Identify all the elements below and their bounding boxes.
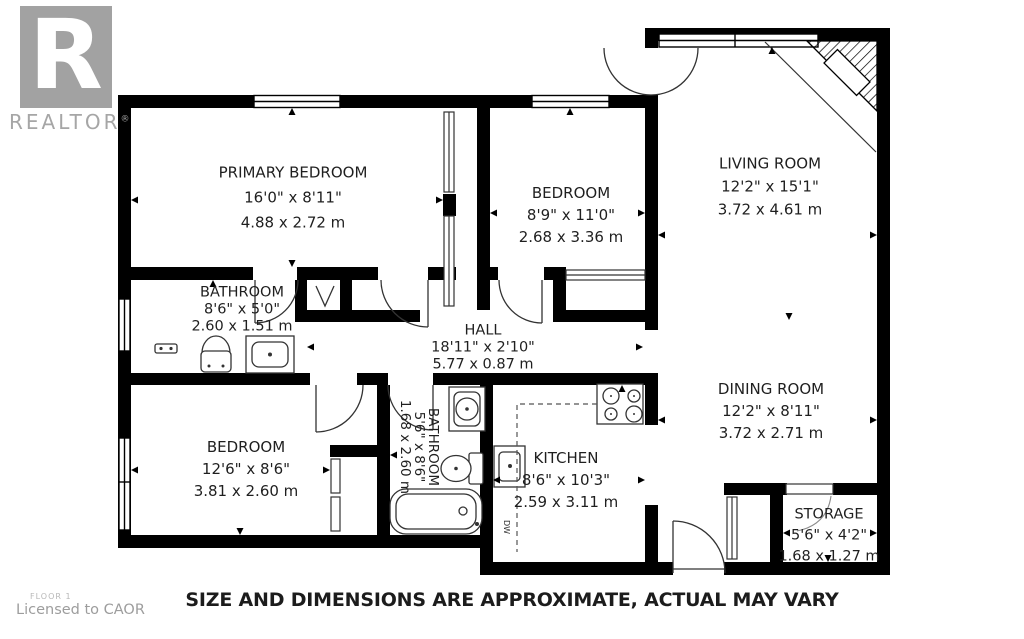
realtor-logo-text xyxy=(9,110,129,134)
fireplace xyxy=(765,41,877,152)
room-dims-metric: 4.88 x 2.72 m xyxy=(240,213,346,232)
room-name: STORAGE xyxy=(794,506,864,523)
realtor-logo xyxy=(14,4,124,116)
logo-wordmark: REALTOR xyxy=(9,110,121,134)
room-name: KITCHEN xyxy=(533,449,599,467)
room-label-living-room xyxy=(718,153,823,222)
room-dims-metric: 5.77 x 0.87 m xyxy=(432,356,534,373)
room-dims-imperial: 8'6" x 5'0" xyxy=(203,301,281,318)
room-label-dining-room xyxy=(718,378,824,444)
room-dims-imperial: 18'11" x 2'10" xyxy=(431,339,535,356)
room-dims-imperial: 12'2" x 8'11" xyxy=(722,402,820,420)
realtor-logo-icon xyxy=(14,4,124,112)
room-name: DINING ROOM xyxy=(717,380,825,398)
room-name: BATHROOM xyxy=(200,284,284,301)
closet-rod-icon xyxy=(316,286,334,306)
room-label-bedroom-2 xyxy=(519,182,624,248)
room-label-bathroom-1 xyxy=(191,285,292,336)
disclaimer-text: SIZE AND DIMENSIONS ARE APPROXIMATE, ACTUAL MAY VARY xyxy=(185,589,839,611)
room-label-storage xyxy=(778,505,879,568)
registered-mark: ® xyxy=(120,114,130,125)
room-dims-imperial: 5'6" x 4'2" xyxy=(790,527,868,544)
room-name: PRIMARY BEDROOM xyxy=(218,163,368,182)
room-label-primary-bedroom xyxy=(219,161,368,236)
room-dims-imperial: 8'9" x 11'0" xyxy=(526,206,616,224)
floor-label: FLOOR 1 xyxy=(30,592,72,601)
room-dims-metric: 3.72 x 2.71 m xyxy=(718,424,824,442)
room-label-bathroom-2 xyxy=(398,400,440,494)
room-dims-imperial: 12'6" x 8'6" xyxy=(201,460,291,478)
room-label-kitchen xyxy=(514,447,619,513)
towel-bar-icon xyxy=(155,344,177,353)
room-name: LIVING ROOM xyxy=(718,154,822,173)
room-dims-metric: 2.59 x 3.11 m xyxy=(513,493,619,511)
room-dims-metric: 1.68 x 2.60 m xyxy=(397,399,413,495)
room-dims-metric: 2.60 x 1.51 m xyxy=(191,318,293,335)
room-name: HALL xyxy=(464,322,502,339)
room-dims-metric: 3.72 x 4.61 m xyxy=(717,200,823,219)
room-name: BEDROOM xyxy=(531,184,611,202)
license-text: Licensed to CAOR xyxy=(16,602,145,618)
room-name: BATHROOM xyxy=(425,407,441,487)
dishwasher-label: DW xyxy=(502,520,511,535)
room-dims-metric: 1.68 x 1.27 m xyxy=(778,548,880,565)
room-label-hall xyxy=(431,323,535,374)
room-dims-imperial: 5'6" x 8'6" xyxy=(411,411,427,483)
room-name: BEDROOM xyxy=(206,438,286,456)
logo-letter: R xyxy=(29,4,103,111)
room-dims-imperial: 12'2" x 15'1" xyxy=(721,177,819,196)
room-dims-metric: 2.68 x 3.36 m xyxy=(518,228,624,246)
room-label-bedroom-3 xyxy=(194,436,299,502)
room-dims-imperial: 8'6" x 10'3" xyxy=(521,471,611,489)
room-dims-imperial: 16'0" x 8'11" xyxy=(244,188,342,207)
room-dims-metric: 3.81 x 2.60 m xyxy=(193,482,299,500)
